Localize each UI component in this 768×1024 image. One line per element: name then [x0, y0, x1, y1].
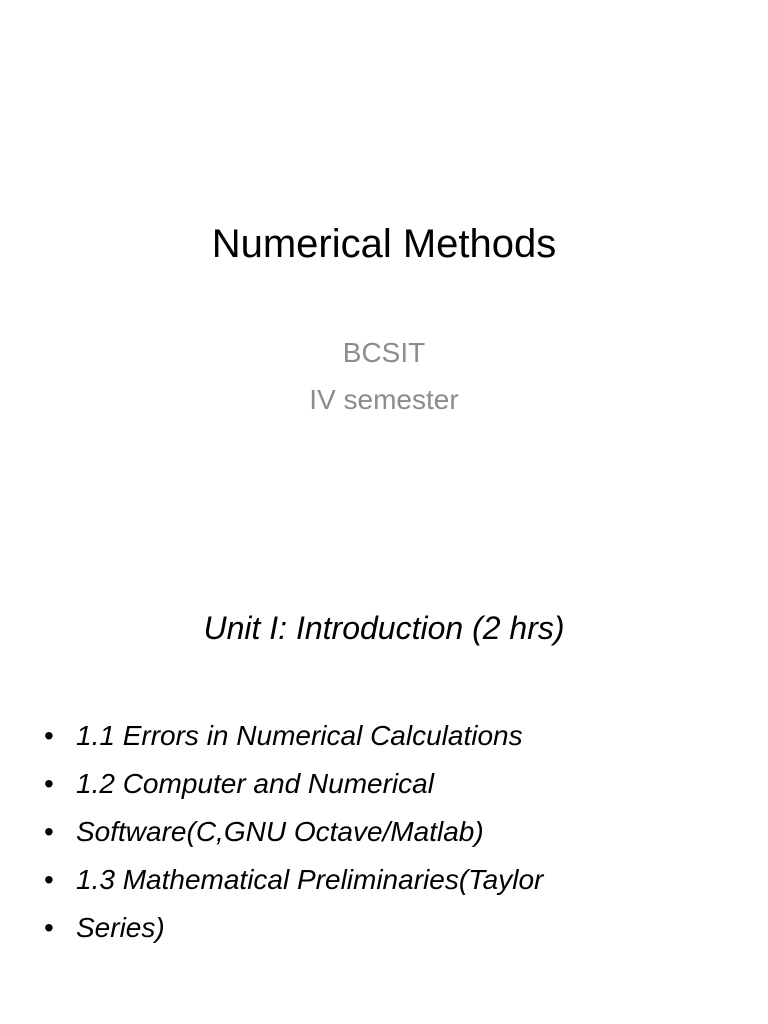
bullet-text: Series) — [76, 912, 165, 943]
bullet-text: 1.3 Mathematical Preliminaries(Taylor — [76, 864, 544, 895]
unit-heading: Unit I: Introduction (2 hrs) — [203, 610, 565, 646]
bullet-text: 1.2 Computer and Numerical — [76, 768, 434, 799]
bullet-icon: • — [44, 864, 54, 895]
bullet-icon: • — [44, 816, 54, 847]
subtitle-semester: IV semester — [309, 384, 459, 415]
list-item — [0, 762, 768, 810]
list-item — [0, 714, 768, 762]
bullet-icon: • — [44, 720, 54, 751]
bullet-icon: • — [44, 768, 54, 799]
bullet-icon: • — [44, 912, 54, 943]
list-item — [0, 906, 768, 954]
bullet-text: 1.1 Errors in Numerical Calculations — [76, 720, 523, 751]
list-item — [0, 858, 768, 906]
bullet-text: Software(C,GNU Octave/Matlab) — [76, 816, 484, 847]
slide-title: Numerical Methods — [211, 222, 557, 266]
bullet-list — [0, 714, 768, 954]
subtitle-program: BCSIT — [342, 337, 426, 368]
list-item — [0, 810, 768, 858]
